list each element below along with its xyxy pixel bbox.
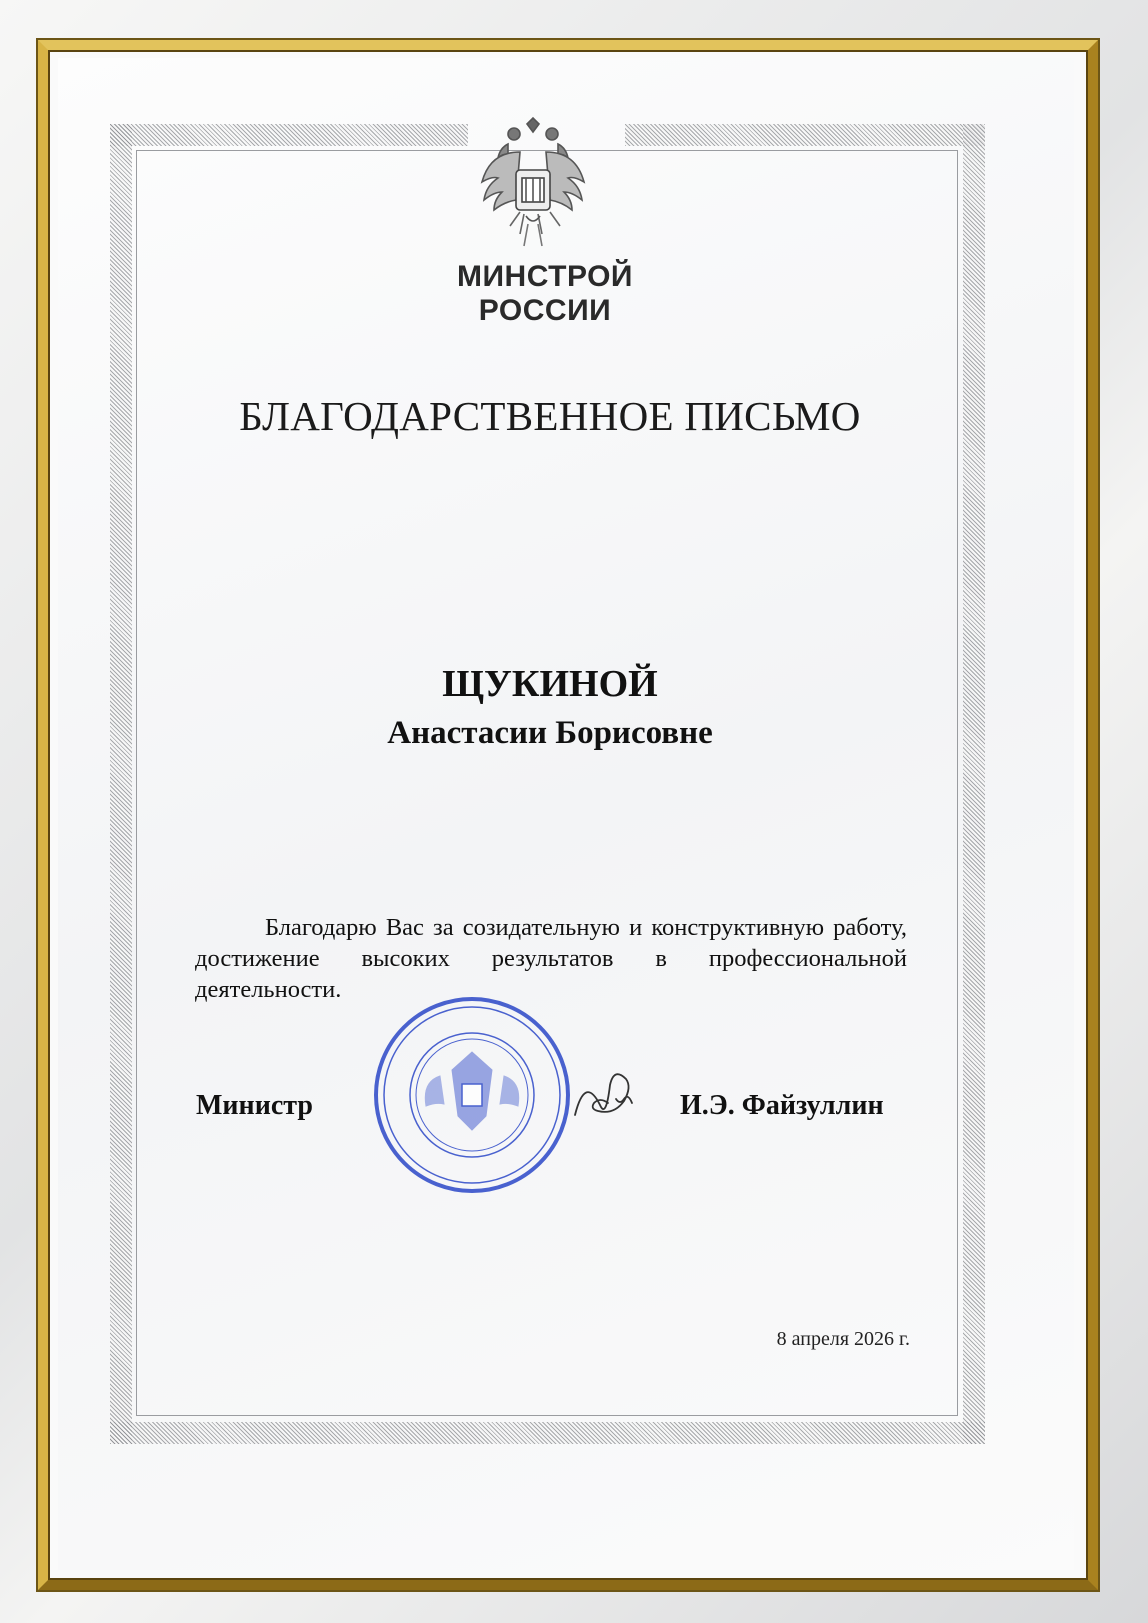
document-title: БЛАГОДАРСТВЕННОЕ ПИСЬМО	[239, 393, 861, 439]
recipient-surname: ЩУКИНОЙ	[442, 663, 658, 705]
border-pattern-left	[110, 124, 132, 1444]
border-pattern-top-right	[625, 124, 985, 146]
gratitude-text-content: Благодарю Вас за созидательную и конструктивную работу, достижение высоких результатов в профессиональной деятельности.	[195, 914, 907, 1003]
eagle-emblem-icon	[478, 112, 588, 252]
inner-border-line	[136, 150, 958, 1416]
border-pattern-right	[963, 124, 985, 1444]
handwritten-signature-icon	[565, 1060, 645, 1140]
border-pattern-top-left	[110, 124, 468, 146]
ministry-name-line-1: МИНСТРОЙ	[457, 260, 633, 293]
signatory-name: И.Э. Файзуллин	[680, 1090, 884, 1121]
issue-date: 8 апреля 2026 г.	[776, 1328, 910, 1350]
border-pattern-bottom	[110, 1422, 985, 1444]
recipient-given-name: Анастасии Борисовне	[387, 715, 713, 751]
ministry-name-line-2: РОССИИ	[478, 294, 612, 327]
signatory-role: Министр	[196, 1090, 313, 1121]
ministry-name	[395, 260, 695, 328]
official-seal-icon	[370, 990, 575, 1200]
